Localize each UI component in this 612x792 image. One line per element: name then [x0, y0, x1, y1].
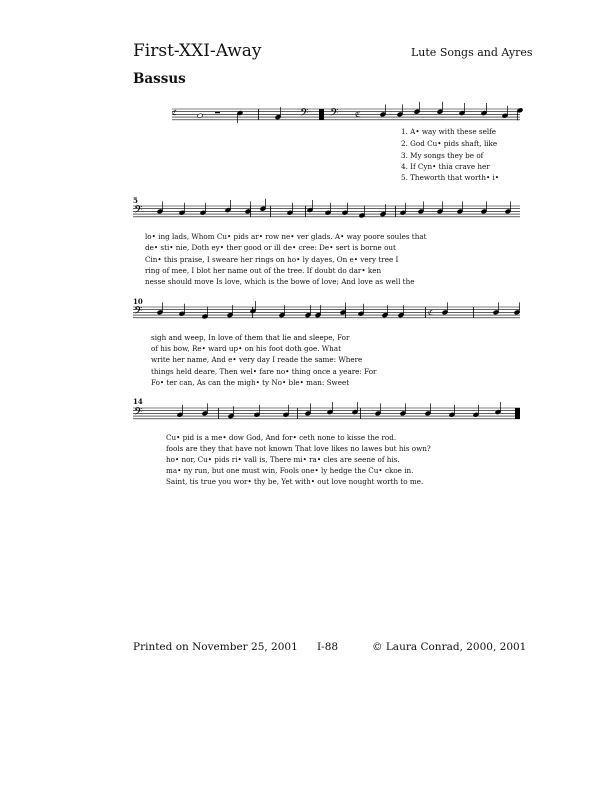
barline [360, 408, 361, 419]
barline [218, 408, 219, 419]
lyric-line: sigh and weep, In love of them that lie and sleepe, For [151, 333, 350, 342]
barline [270, 206, 271, 217]
lyric-line: 4. If Cyn• thia crave her [401, 162, 490, 171]
lyric-line: things held deare, Then wel• fare no• thing once a yeare: For [151, 367, 377, 376]
lyric-line: Fo• ter can, As can the migh• ty No• ble• man: Sweet [151, 378, 350, 387]
double-barline [319, 109, 324, 120]
bass-clef: 𝄢 [134, 406, 143, 421]
copyright: © Laura Conrad, 2000, 2001 [372, 641, 527, 653]
lyric-line: lo• ing lads, Whom Cu• pids ar• row ne• ver glads. A• way poore soules that [145, 232, 427, 241]
barline [395, 206, 396, 217]
print-date: Printed on November 25, 2001 [133, 641, 298, 653]
lyric-line: ho• nor, Cu• pids ri• vall is, There mi• ra• cles are seene of his. [166, 455, 400, 464]
barline [305, 206, 306, 217]
measure-number-10: 10 [133, 297, 143, 306]
barline [345, 307, 346, 318]
lyric-line: 2. God Cu• pids shaft, like [401, 139, 498, 148]
lyric-line: ring of mee, I blot her name out of the tree. If doubt do dar• ken [145, 266, 382, 275]
barline [297, 408, 298, 419]
measure-number-5: 5 [133, 196, 138, 205]
lyric-line: write her name, And e• very day I reade the same: Where [151, 355, 363, 364]
lyric-line: ma• ny run, but one must win, Fools one• ly hedge the Cu• ckoe in. [166, 466, 414, 475]
lyric-line: Saint, tis true you wor• thy be, Yet with• out love nought worth to me. [166, 477, 424, 486]
bass-clef: 𝄢 [134, 305, 143, 320]
time-signature: ℭ [172, 109, 177, 117]
final-barline [515, 408, 520, 419]
time-signature: ℭ [355, 110, 361, 119]
time-signature: ℭ [428, 309, 433, 317]
lyric-line: Cin• this praise, I sweare her rings on ho• ly dayes, On e• very tree I [145, 255, 399, 264]
barline [258, 109, 259, 120]
note-head [197, 113, 203, 118]
voice-part-label: Bassus [133, 71, 186, 87]
piece-title: First-XXI-Away [133, 41, 262, 61]
barline [473, 307, 474, 318]
lyric-line: fools are they that have not known That love likes no lawes but his own? [166, 444, 431, 453]
lyric-line: de• sti• nie, Doth ey• ther good or ill de• cree: De• sert is borne out [145, 243, 396, 252]
barline [252, 307, 253, 318]
bass-clef: 𝄢 [134, 204, 143, 219]
barline [425, 307, 426, 318]
collection-title: Lute Songs and Ayres [411, 46, 533, 59]
lyric-line: Cu• pid is a me• dow God, And for• ceth none to kisse the rod. [166, 433, 397, 442]
measure-number-14: 14 [133, 397, 143, 406]
lyric-line: nesse should move Is love, which is the bowe of love; And love as well the [145, 277, 415, 286]
page-number: I-88 [317, 641, 339, 653]
bass-clef: 𝄢 [330, 107, 339, 122]
lyric-line: of his bow, Re• ward up• on his foot doth goe. What [151, 344, 341, 353]
lyric-line: 5. Theworth that worth• i• [401, 173, 500, 182]
barline [250, 206, 251, 217]
bass-clef: 𝄢 [300, 107, 309, 122]
rest [215, 112, 220, 114]
lyric-line: 3. My songs they be of [401, 151, 484, 160]
lyric-line: 1. A• way with these selfe [401, 127, 497, 136]
